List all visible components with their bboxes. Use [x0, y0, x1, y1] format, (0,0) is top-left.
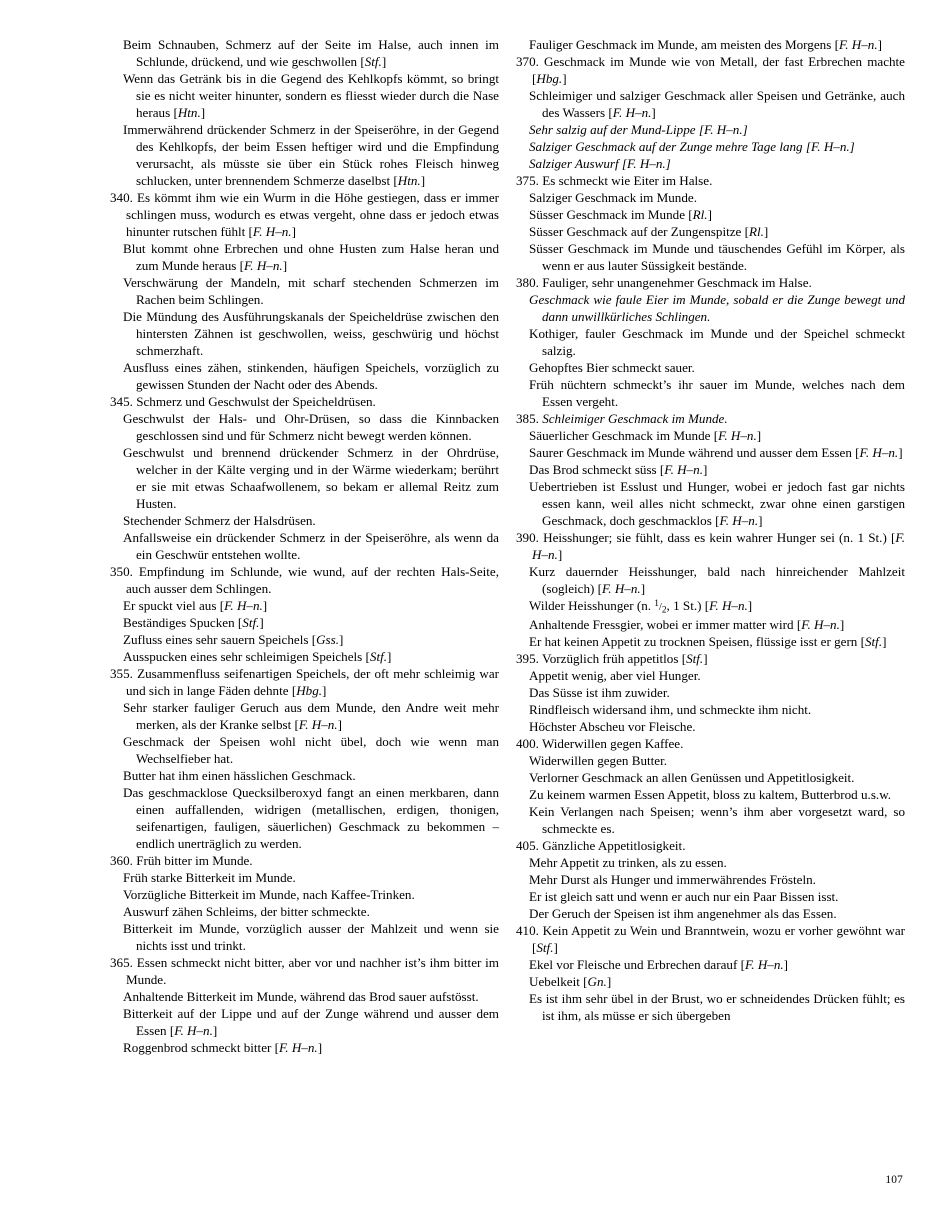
symptom-entry: Geschmack der Speisen wohl nicht übel, doch wie wenn man Wechselfieber hat. — [123, 734, 499, 766]
source-sigil: F. H–n. — [612, 105, 652, 120]
source-sigil: F. H–n. — [838, 37, 878, 52]
source-sigil: Stf. — [364, 54, 382, 69]
numbered-symptom-entry: 410. Kein Appetit zu Wein und Branntwein, wozu er vorher gewöhnt war [Stf.] — [516, 923, 905, 955]
source-sigil: F. H–n. — [664, 462, 703, 477]
symptom-entry: Auswurf zähen Schleims, der bitter schmeckte. — [123, 904, 370, 919]
two-column-body — [110, 36, 905, 1056]
source-sigil: F. H–n. — [859, 445, 899, 460]
symptom-entry: Beständiges Spucken [Stf.] — [123, 615, 264, 630]
symptom-entry: Zu keinem warmen Essen Appetit, bloss zu kaltem, Butterbrod u.s.w. — [529, 787, 892, 802]
numbered-symptom-entry: 355. Zusammenfluss seifenartigen Speichels, der oft mehr schleimig war und sich in lange Fäden dehnte [Hbg.] — [110, 666, 499, 698]
entry-number: 380. — [516, 275, 539, 290]
fraction-one-half: $^1/_2$ — [654, 599, 667, 616]
entry-number: 405. — [516, 838, 539, 853]
numbered-symptom-entry: 345. Schmerz und Geschwulst der Speicheldrüsen. — [110, 394, 376, 409]
source-sigil: Htn. — [177, 105, 201, 120]
symptom-entry: Salziger Geschmack auf der Zunge mehre Tage lang [F. H–n.] — [529, 139, 855, 154]
source-sigil: F. H–n. — [801, 617, 840, 632]
symptom-entry: Das Brod schmeckt süss [F. H–n.] — [529, 462, 708, 477]
source-sigil: Stf. — [865, 634, 883, 649]
symptom-entry: Das geschmacklose Quecksilberoxyd fangt an einen merkbaren, dann einen auffallenden, widrigen (metallischen, erdigen, thonigen, seifenartigen, fauligen, säuerlichen) Geschmack zu bekommen – endlich unerträglich zu werden. — [123, 785, 499, 851]
symptom-entry: Verschwärung der Mandeln, mit scharf stechenden Schmerzen im Rachen beim Schlingen. — [123, 275, 499, 307]
numbered-symptom-entry: 405. Gänzliche Appetitlosigkeit. — [516, 838, 686, 853]
symptom-entry: Süsser Geschmack auf der Zungenspitze [Rl.] — [529, 224, 769, 239]
symptom-entry: Er hat keinen Appetit zu trocknen Speisen, flüssige isst er gern [Stf.] — [529, 634, 887, 649]
symptom-entry: Süsser Geschmack im Munde und täuschendes Gefühl im Körper, als wenn er aus lauter Süssigkeit bestände. — [529, 241, 905, 273]
symptom-entry: Geschmack wie faule Eier im Munde, sobald er die Zunge bewegt und dann unwillkürliches Schlingen. — [529, 292, 905, 324]
entry-number: 395. — [516, 651, 539, 666]
symptom-entry: Bitterkeit auf der Lippe und auf der Zunge während und ausser dem Essen [F. H–n.] — [123, 1006, 499, 1038]
symptom-entry: Wilder Heisshunger (n. $^1/_2$, 1 St.) [F. H–n.] — [529, 598, 753, 616]
source-sigil: F. H–n. — [602, 581, 641, 596]
symptom-entry: Uebelkeit [Gn.] — [529, 974, 612, 989]
source-sigil: Rl. — [692, 207, 708, 222]
source-sigil: Htn. — [397, 173, 421, 188]
source-sigil: F. H–n. — [279, 1040, 318, 1055]
source-sigil: F. H–n. — [532, 530, 905, 562]
source-sigil: F. H–n. — [810, 139, 850, 154]
symptom-entry: Immerwährend drückender Schmerz in der Speiseröhre, in der Gegend des Kehlkopfs, der beim Essen heftiger wird und die Empfindung verursacht, als müsste sie über ein Stück rohes Fleisch hinweg schlucken, unter brennendem Schmerze daselbst [Htn.] — [123, 122, 499, 188]
symptom-entry: Der Geruch der Speisen ist ihm angenehmer als das Essen. — [529, 906, 837, 921]
entry-number: 385. — [516, 411, 539, 426]
numbered-symptom-entry: 390. Heisshunger; sie fühlt, dass es kein wahrer Hunger sei (n. 1 St.) [F. H–n.] — [516, 530, 905, 562]
symptom-entry: Roggenbrod schmeckt bitter [F. H–n.] — [123, 1040, 323, 1055]
symptom-entry: Salziger Geschmack im Munde. — [529, 190, 697, 205]
symptom-entry: Appetit wenig, aber viel Hunger. — [529, 668, 701, 683]
entry-number: 370. — [516, 54, 539, 69]
symptom-entry: Kurz dauernder Heisshunger, bald nach hinreichender Mahlzeit (sogleich) [F. H–n.] — [529, 564, 905, 596]
entry-number: 340. — [110, 190, 133, 205]
symptom-entry: Säuerlicher Geschmack im Munde [F. H–n.] — [529, 428, 762, 443]
symptom-entry: Beim Schnauben, Schmerz auf der Seite im Halse, auch innen im Schlunde, drückend, und wie geschwollen [Stf.] — [123, 37, 499, 69]
source-sigil: F. H–n. — [626, 156, 666, 171]
entry-number: 355. — [110, 666, 133, 681]
numbered-symptom-entry: 385. Schleimiger Geschmack im Munde. — [516, 411, 728, 426]
symptom-entry: Geschwulst der Hals- und Ohr-Drüsen, so dass die Kinnbacken geschlossen sind und für Schmerz nicht bewegt werden können. — [123, 411, 499, 443]
symptom-entry: Anhaltende Fressgier, wobei er immer matter wird [F. H–n.] — [529, 617, 845, 632]
symptom-entry: Ausspucken eines sehr schleimigen Speichels [Stf.] — [123, 649, 392, 664]
symptom-entry: Mehr Appetit zu trinken, als zu essen. — [529, 855, 727, 870]
symptom-entry: Rindfleisch widersand ihm, und schmeckte ihm nicht. — [529, 702, 812, 717]
entry-number: 350. — [110, 564, 133, 579]
source-sigil: Stf. — [536, 940, 554, 955]
symptom-entry: Zufluss eines sehr sauern Speichels [Gss.] — [123, 632, 344, 647]
source-sigil: Stf. — [686, 651, 704, 666]
symptom-entry: Bitterkeit im Munde, vorzüglich ausser der Mahlzeit und wenn sie nichts isst und trinkt. — [123, 921, 499, 953]
symptom-entry: Salziger Auswurf [F. H–n.] — [529, 156, 671, 171]
source-sigil: Hbg. — [536, 71, 563, 86]
symptom-entry: Kothiger, fauler Geschmack im Munde und der Speichel schmeckt salzig. — [529, 326, 905, 358]
numbered-symptom-entry: 340. Es kömmt ihm wie ein Wurm in die Höhe gestiegen, dass er immer schlingen muss, wodurch es etwas vergeht, ohne dass er jedoch etwas hinunter rutschen fühlt [F. H–n.] — [110, 190, 499, 239]
symptom-entry: Fauliger Geschmack im Munde, am meisten des Morgens [F. H–n.] — [529, 37, 883, 52]
symptom-entry: Mehr Durst als Hunger und immerwährendes Frösteln. — [529, 872, 816, 887]
symptom-entry: Früh nüchtern schmeckt’s ihr sauer im Munde, welches nach dem Essen vergeht. — [529, 377, 905, 409]
source-sigil: Rl. — [748, 224, 764, 239]
numbered-symptom-entry: 360. Früh bitter im Munde. — [110, 853, 253, 868]
entry-number: 345. — [110, 394, 133, 409]
numbered-symptom-entry: 370. Geschmack im Munde wie von Metall, der fast Erbrechen machte [Hbg.] — [516, 54, 905, 86]
page-number: 107 — [885, 1174, 903, 1186]
symptom-entry: Anhaltende Bitterkeit im Munde, während das Brod sauer aufstösst. — [123, 989, 479, 1004]
symptom-entry: Ekel vor Fleische und Erbrechen darauf [F. H–n.] — [529, 957, 789, 972]
source-sigil: F. H–n. — [718, 428, 757, 443]
symptom-entry: Geschwulst und brennend drückender Schmerz in der Ohrdrüse, welcher in der Kälte verging und in der Wärme wiederkam; berührt er sie mit etwas Schaafwollenem, so bekam er allemal Reitz zum Husten. — [123, 445, 499, 511]
source-sigil: Hbg. — [296, 683, 323, 698]
symptom-entry: Saurer Geschmack im Munde während und ausser dem Essen [F. H–n.] — [529, 445, 903, 460]
symptom-entry: Ausfluss eines zähen, stinkenden, häufigen Speichels, vorzüglich zu gewissen Stunden der Nacht oder des Abends. — [123, 360, 499, 392]
symptom-entry: Anfallsweise ein drückender Schmerz in der Speiseröhre, als wenn da ein Geschwür entstehen wollte. — [123, 530, 499, 562]
symptom-entry: Sehr starker fauliger Geruch aus dem Munde, den Andre weit mehr merken, als der Kranke selbst [F. H–n.] — [123, 700, 499, 732]
entry-number: 390. — [516, 530, 539, 545]
symptom-entry: Vorzügliche Bitterkeit im Munde, nach Kaffee-Trinken. — [123, 887, 415, 902]
source-sigil: F. H–n. — [252, 224, 292, 239]
symptom-entry: Höchster Abscheu vor Fleische. — [529, 719, 696, 734]
numbered-symptom-entry: 400. Widerwillen gegen Kaffee. — [516, 736, 684, 751]
symptom-entry: Widerwillen gegen Butter. — [529, 753, 668, 768]
numbered-symptom-entry: 380. Fauliger, sehr unangenehmer Geschmack im Halse. — [516, 275, 812, 290]
symptom-entry: Wenn das Getränk bis in die Gegend des Kehlkopfs kömmt, so bringt sie es nicht weiter hinunter, sondern es fliesst wieder durch die Nase heraus [Htn.] — [123, 71, 499, 120]
source-sigil: F. H–n. — [244, 258, 283, 273]
symptom-entry: Süsser Geschmack im Munde [Rl.] — [529, 207, 712, 222]
symptom-entry: Butter hat ihm einen hässlichen Geschmack. — [123, 768, 356, 783]
symptom-entry: Das Süsse ist ihm zuwider. — [529, 685, 670, 700]
entry-number: 365. — [110, 955, 133, 970]
source-sigil: F. H–n. — [709, 598, 748, 613]
symptom-entry: Uebertrieben ist Esslust und Hunger, wobei er jedoch fast gar nichts essen kann, weil alles nicht schmeckt, zwar ohne einen garstigen Geschmack, doch geschmacklos [F. H–n.] — [529, 479, 905, 528]
left-text-column — [110, 36, 499, 1056]
symptom-entry: Es ist ihm sehr übel in der Brust, wo er schneidendes Drücken fühlt; es ist ihm, als müsse er sich übergeben — [529, 991, 905, 1023]
symptom-entry: Stechender Schmerz der Halsdrüsen. — [123, 513, 316, 528]
symptom-entry: Sehr salzig auf der Mund-Lippe [F. H–n.] — [529, 122, 748, 137]
source-sigil: F. H–n. — [298, 717, 338, 732]
entry-number: 410. — [516, 923, 539, 938]
source-sigil: Stf. — [242, 615, 260, 630]
numbered-symptom-entry: 395. Vorzüglich früh appetitlos [Stf.] — [516, 651, 708, 666]
source-sigil: F. H–n. — [224, 598, 263, 613]
entry-number: 360. — [110, 853, 133, 868]
right-text-column — [516, 36, 905, 1056]
numbered-symptom-entry: 365. Essen schmeckt nicht bitter, aber vor und nachher ist’s ihm bitter im Munde. — [110, 955, 499, 987]
source-sigil: F. H–n. — [703, 122, 743, 137]
symptom-entry: Schleimiger und salziger Geschmack aller Speisen und Getränke, auch des Wassers [F. H–n.] — [529, 88, 905, 120]
source-sigil: Stf. — [369, 649, 388, 664]
symptom-entry: Gehopftes Bier schmeckt sauer. — [529, 360, 695, 375]
source-sigil: F. H–n. — [174, 1023, 213, 1038]
numbered-symptom-entry: 375. Es schmeckt wie Eiter im Halse. — [516, 173, 713, 188]
entry-number: 400. — [516, 736, 539, 751]
source-sigil: Gss. — [316, 632, 340, 647]
source-sigil: F. H–n. — [744, 957, 784, 972]
entry-number: 375. — [516, 173, 539, 188]
symptom-entry: Verlorner Geschmack an allen Genüssen und Appetitlosigkeit. — [529, 770, 855, 785]
source-sigil: F. H–n. — [719, 513, 759, 528]
numbered-symptom-entry: 350. Empfindung im Schlunde, wie wund, auf der rechten Hals-Seite, auch ausser dem Schlingen. — [110, 564, 499, 596]
source-sigil: Gn. — [587, 974, 607, 989]
symptom-entry: Er spuckt viel aus [F. H–n.] — [123, 598, 268, 613]
symptom-entry: Blut kommt ohne Erbrechen und ohne Husten zum Halse heran und zum Munde heraus [F. H–n.] — [123, 241, 499, 273]
symptom-entry: Er ist gleich satt und wenn er auch nur ein Paar Bissen isst. — [529, 889, 839, 904]
symptom-entry: Die Mündung des Ausführungskanals der Speicheldrüse zwischen den hintersten Zähnen ist geschwollen, weiss, geschwürig und höchst schmerzhaft. — [123, 309, 499, 358]
symptom-entry: Kein Verlangen nach Speisen; wenn’s ihm aber vorgesetzt ward, so schmeckte es. — [529, 804, 905, 836]
symptom-entry: Früh starke Bitterkeit im Munde. — [123, 870, 296, 885]
